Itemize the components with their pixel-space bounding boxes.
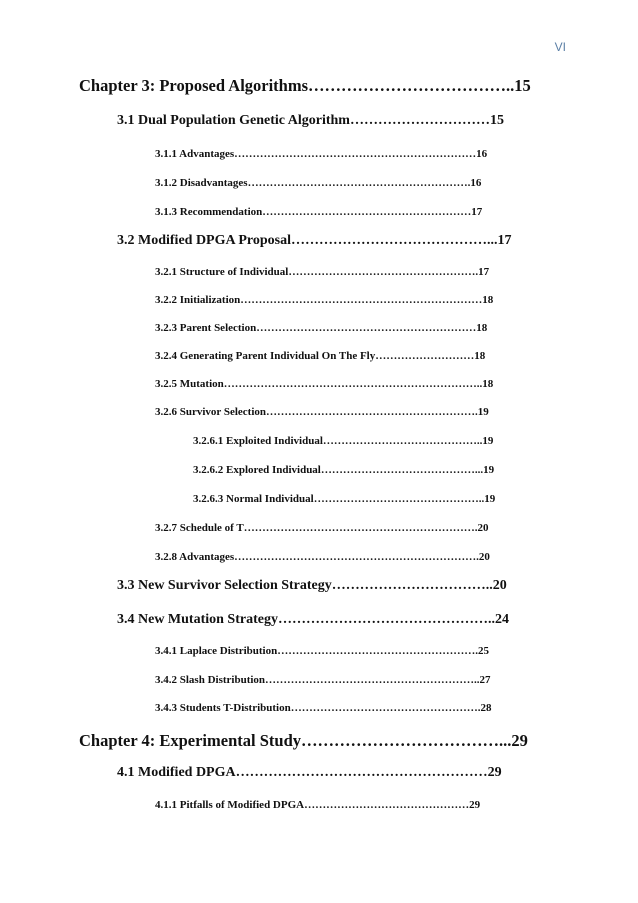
toc-subsection-3-4-3: 3.4.3 Students T-Distribution…………………………………………….28 (155, 702, 492, 714)
toc-subsection-3-2-4: 3.2.4 Generating Parent Individual On The Fly………………………18 (155, 350, 486, 362)
toc-subsection-3-2-3: 3.2.3 Parent Selection……………………………………………………18 (155, 322, 488, 334)
toc-subsection-3-2-7: 3.2.7 Schedule of T……………………………………………………….20 (155, 522, 489, 534)
toc-subsection-3-4-2: 3.4.2 Slash Distribution…………………………………………………..27 (155, 674, 491, 686)
toc-chapter-4: Chapter 4: Experimental Study………………………………...29 (79, 731, 528, 750)
toc-subsubsection-3-2-6-2: 3.2.6.2 Explored Individual……………………………………...19 (193, 464, 495, 476)
toc-subsection-3-2-1: 3.2.1 Structure of Individual…………………………………………….17 (155, 266, 490, 278)
toc-subsection-3-2-8: 3.2.8 Advantages………………………………………………………….20 (155, 551, 490, 563)
toc-subsection-4-1-1: 4.1.1 Pitfalls of Modified DPGA………………………………………29 (155, 799, 481, 811)
toc-subsection-3-2-2: 3.2.2 Initialization…………………………………………………………18 (155, 294, 494, 306)
toc-subsubsection-3-2-6-3: 3.2.6.3 Normal Individual………………………………………..19 (193, 493, 496, 505)
toc-subsection-3-2-5: 3.2.5 Mutation……………………………………………………………..18 (155, 378, 494, 390)
toc-subsubsection-3-2-6-1: 3.2.6.1 Exploited Individual……………………………………..19 (193, 435, 494, 447)
page-number: VI (554, 40, 566, 54)
toc-subsection-3-1-1: 3.1.1 Advantages…………………………………………………………16 (155, 148, 488, 160)
toc-subsection-3-2-6: 3.2.6 Survivor Selection………………………………………………….19 (155, 406, 489, 418)
toc-section-4-1: 4.1 Modified DPGA………………………………………………29 (117, 765, 502, 780)
toc-subsection-3-4-1: 3.4.1 Laplace Distribution……………………………………………….25 (155, 645, 489, 657)
toc-section-3-1: 3.1 Dual Population Genetic Algorithm…………………………15 (117, 113, 504, 128)
toc-section-3-2: 3.2 Modified DPGA Proposal……………………………………...17 (117, 233, 512, 248)
toc-chapter-3: Chapter 3: Proposed Algorithms………………………………..15 (79, 76, 531, 95)
toc-section-3-4: 3.4 New Mutation Strategy………………………………………..24 (117, 612, 509, 627)
toc-subsection-3-1-2: 3.1.2 Disadvantages…………………………………………………….16 (155, 177, 482, 189)
toc-section-3-3: 3.3 New Survivor Selection Strategy……………………………..20 (117, 578, 507, 593)
toc-subsection-3-1-3: 3.1.3 Recommendation…………………………………………………17 (155, 206, 483, 218)
